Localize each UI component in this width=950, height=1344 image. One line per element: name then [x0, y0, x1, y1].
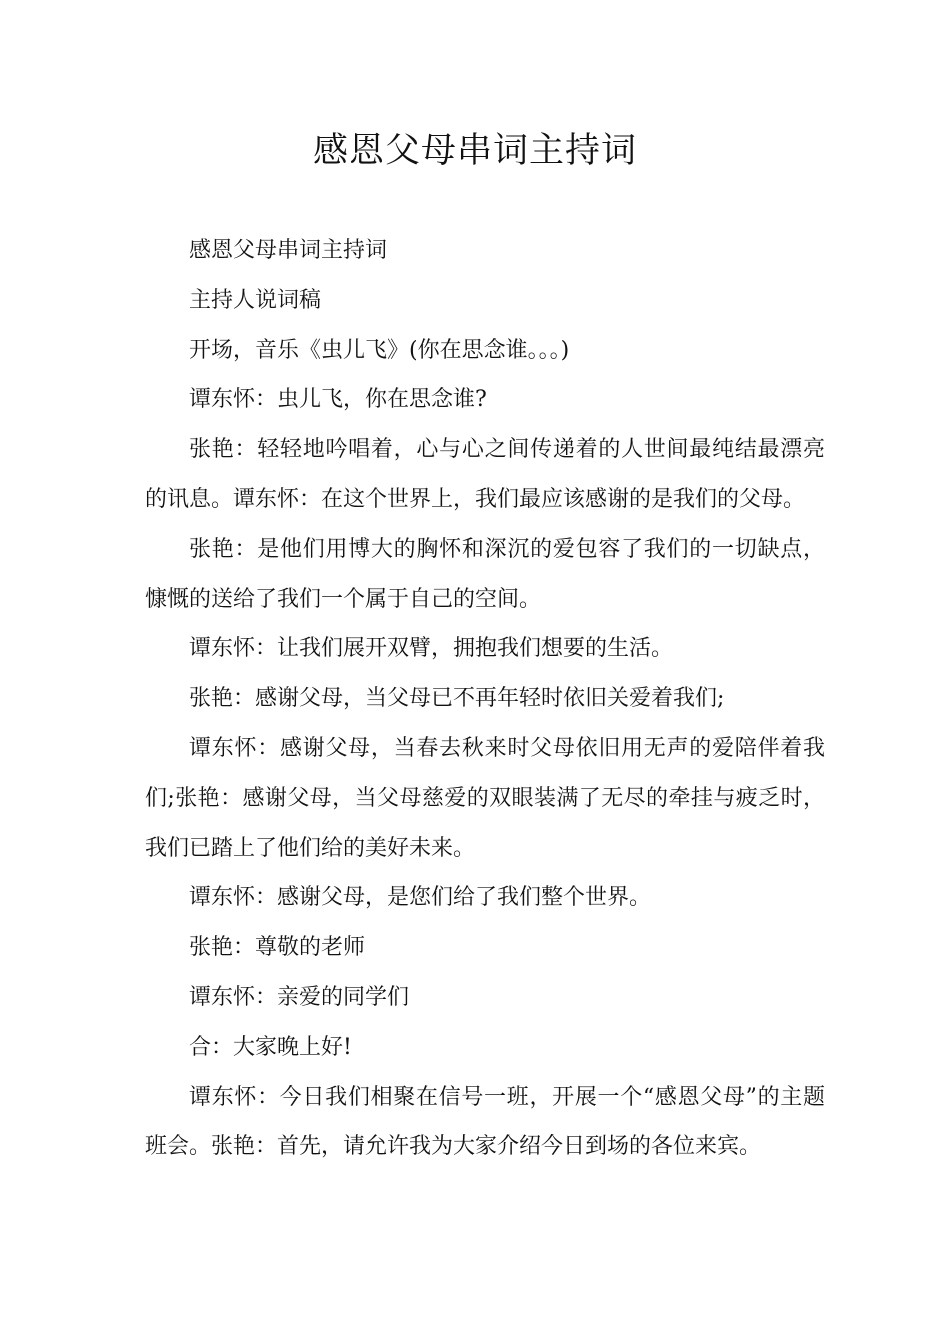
paragraph: 张艳：是他们用博大的胸怀和深沉的爱包容了我们的一切缺点，慷慨的送给了我们一个属于自己的空间。 [145, 536, 825, 612]
paragraph: 张艳：尊敬的老师 [189, 935, 366, 961]
paragraph: 谭东怀：感谢父母，当春去秋来时父母依旧用无声的爱陪伴着我们;张艳：感谢父母，当父母慈爱的双眼装满了无尽的牵挂与疲乏时，我们已踏上了他们给的美好未来。 [145, 735, 825, 861]
paragraph: 感恩父母串词主持词 [189, 238, 388, 263]
document-body [145, 226, 825, 1172]
paragraph: 合：大家晚上好! [189, 1034, 352, 1060]
paragraph: 谭东怀：让我们展开双臂，拥抱我们想要的生活。 [189, 636, 674, 662]
paragraph: 主持人说词稿 [189, 287, 322, 313]
paragraph: 张艳：轻轻地吟唱着，心与心之间传递着的人世间最纯结最漂亮的讯息。谭东怀：在这个世界上，我们最应该感谢的是我们的父母。 [145, 437, 825, 512]
paragraph: 谭东怀：虫儿飞，你在思念谁? [189, 387, 487, 413]
paragraph: 谭东怀：感谢父母，是您们给了我们整个世界。 [189, 885, 652, 911]
paragraph: 张艳：感谢父母，当父母已不再年轻时依旧关爱着我们; [189, 686, 725, 712]
paragraph: 谭东怀：今日我们相聚在信号一班，开展一个“感恩父母”的主题班会。张艳：首先，请允许我为大家介绍今日到场的各位来宾。 [145, 1084, 825, 1160]
document-title: 感恩父母串词主持词 [312, 131, 637, 171]
paragraph: 谭东怀：亲爱的同学们 [189, 984, 410, 1010]
paragraph: 开场，音乐《虫儿飞》(你在思念谁。。。) [189, 337, 570, 363]
